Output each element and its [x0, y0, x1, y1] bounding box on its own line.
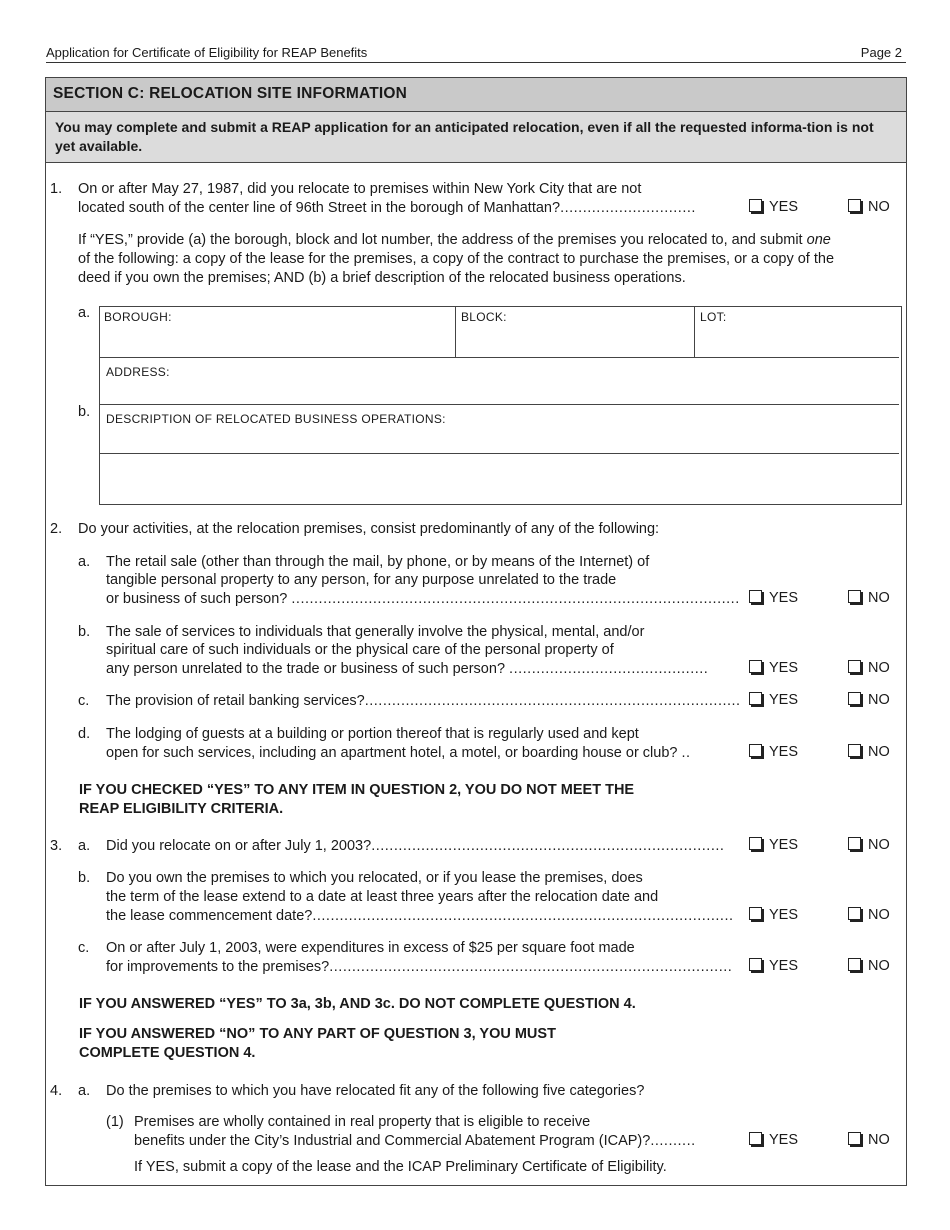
q4a1-line2: benefits under the City’s Industrial and Commercial Abatement Program (ICAP)?.......... — [134, 1133, 696, 1149]
page-number: Page 2 — [860, 45, 902, 60]
q1-no-checkbox[interactable]: NO — [848, 199, 890, 215]
q4-number: 4. — [50, 1083, 63, 1099]
q3a-yes-checkbox[interactable]: YES — [749, 837, 798, 853]
q4a1-line1: Premises are wholly contained in real property that is eligible to receive — [134, 1114, 591, 1130]
q3c-line1: On or after July 1, 2003, were expenditures in excess of $25 per square foot made — [106, 940, 635, 956]
q1-text-line2: located south of the center line of 96th Street in the borough of Manhattan?.............................. — [78, 200, 696, 216]
q3c-label: c. — [78, 940, 90, 956]
q2-number: 2. — [50, 521, 63, 537]
q3b-yes-checkbox[interactable]: YES — [749, 907, 798, 923]
q2d-no-checkbox[interactable]: NO — [848, 744, 890, 760]
q2d-line2: open for such services, including an apartment hotel, a motel, or boarding house or club? .. — [106, 745, 691, 761]
section-header — [46, 78, 906, 112]
q3b-line3: the lease commencement date?............................................................................................. — [106, 908, 734, 924]
section-intro — [46, 112, 906, 163]
business-description-field[interactable]: DESCRIPTION OF RELOCATED BUSINESS OPERATIONS: — [106, 412, 446, 426]
q1-text-line1: On or after May 27, 1987, did you relocate to premises within New York City that are not — [78, 181, 642, 197]
q2b-line2: spiritual care of such individuals or the physical care of the personal property of — [106, 642, 614, 658]
q3a-label: a. — [78, 838, 91, 854]
q2c-line1: The provision of retail banking services?................................................................................... — [106, 693, 741, 709]
q2-text: Do your activities, at the relocation premises, consist predominantly of any of the following: — [78, 521, 660, 537]
q2b-line3: any person unrelated to the trade or business of such person? ............................................ — [106, 661, 709, 677]
q4a1-yes-checkbox[interactable]: YES — [749, 1132, 798, 1148]
q2a-yes-checkbox[interactable]: YES — [749, 590, 798, 606]
q4a1-no-checkbox[interactable]: NO — [848, 1132, 890, 1148]
q3-note-no-line1: IF YOU ANSWERED “NO” TO ANY PART OF QUESTION 3, YOU MUST — [79, 1026, 556, 1042]
borough-field[interactable]: BOROUGH: — [104, 310, 172, 324]
q3a-line1: Did you relocate on or after July 1, 2003?.............................................................................. — [106, 838, 725, 854]
q3b-line2: the term of the lease extend to a date at least three years after the relocation date and — [106, 889, 659, 905]
q2a-line1: The retail sale (other than through the mail, by phone, or by means of the Internet) of — [106, 554, 650, 570]
address-field[interactable]: ADDRESS: — [106, 365, 170, 379]
q1-instruction-line1: If “YES,” provide (a) the borough, block and lot number, the address of the premises you relocated to, and submit one — [78, 232, 831, 248]
q2c-label: c. — [78, 693, 90, 709]
q3-note-no-line2: COMPLETE QUESTION 4. — [79, 1045, 256, 1061]
form-title: Application for Certificate of Eligibility for REAP Benefits — [46, 45, 368, 60]
q2b-label: b. — [78, 624, 91, 640]
q2b-no-checkbox[interactable]: NO — [848, 660, 890, 676]
q2b-line1: The sale of services to individuals that generally involve the physical, mental, and/or — [106, 624, 645, 640]
q3-number: 3. — [50, 838, 63, 854]
q2-warning-line1: IF YOU CHECKED “YES” TO ANY ITEM IN QUESTION 2, YOU DO NOT MEET THE — [79, 782, 635, 798]
q1a-label: a. — [78, 305, 91, 321]
q3a-no-checkbox[interactable]: NO — [848, 837, 890, 853]
q2d-line1: The lodging of guests at a building or portion thereof that is regularly used and kept — [106, 726, 639, 742]
q2b-yes-checkbox[interactable]: YES — [749, 660, 798, 676]
q1b-label: b. — [78, 404, 91, 420]
q3b-no-checkbox[interactable]: NO — [848, 907, 890, 923]
q2d-yes-checkbox[interactable]: YES — [749, 744, 798, 760]
q3-note-yes: IF YOU ANSWERED “YES” TO 3a, 3b, AND 3c. DO NOT COMPLETE QUESTION 4. — [79, 996, 636, 1012]
q2a-label: a. — [78, 554, 91, 570]
q2a-line3: or business of such person? ................................................................................................... — [106, 591, 740, 607]
q4a-line1: Do the premises to which you have relocated fit any of the following five categories? — [106, 1083, 645, 1099]
q2c-yes-checkbox[interactable]: YES — [749, 692, 798, 708]
q1-number: 1. — [50, 181, 63, 197]
q2a-line2: tangible personal property to any person, for any purpose unrelated to the trade — [106, 572, 617, 588]
q2a-no-checkbox[interactable]: NO — [848, 590, 890, 606]
page-header — [46, 45, 906, 63]
q4a-label: a. — [78, 1083, 91, 1099]
q3c-no-checkbox[interactable]: NO — [848, 958, 890, 974]
q3b-label: b. — [78, 870, 91, 886]
q2d-label: d. — [78, 726, 91, 742]
q1-instruction-line3: deed if you own the premises; AND (b) a brief description of the relocated business operations. — [78, 270, 686, 286]
q3c-yes-checkbox[interactable]: YES — [749, 958, 798, 974]
q1-instruction-line2: of the following: a copy of the lease for the premises, a copy of the contract to purchase the premises, or a copy of the — [78, 251, 835, 267]
section-title: SECTION C: RELOCATION SITE INFORMATION — [53, 85, 408, 102]
q3c-line2: for improvements to the premises?......................................................................................... — [106, 959, 733, 975]
relocation-site-grid — [99, 306, 902, 505]
q1-yes-checkbox[interactable]: YES — [749, 199, 798, 215]
q2-warning-line2: REAP ELIGIBILITY CRITERIA. — [79, 801, 284, 817]
q2c-no-checkbox[interactable]: NO — [848, 692, 890, 708]
q3b-line1: Do you own the premises to which you relocated, or if you lease the premises, does — [106, 870, 643, 886]
block-field[interactable]: BLOCK: — [461, 310, 507, 324]
section-intro-text: You may complete and submit a REAP application for an anticipated relocation, even if all the requested informa-tion is not yet available. — [55, 119, 874, 154]
q4a1-note: If YES, submit a copy of the lease and the ICAP Preliminary Certificate of Eligibility. — [134, 1159, 667, 1175]
lot-field[interactable]: LOT: — [700, 310, 727, 324]
q4a1-label: (1) — [106, 1114, 124, 1130]
